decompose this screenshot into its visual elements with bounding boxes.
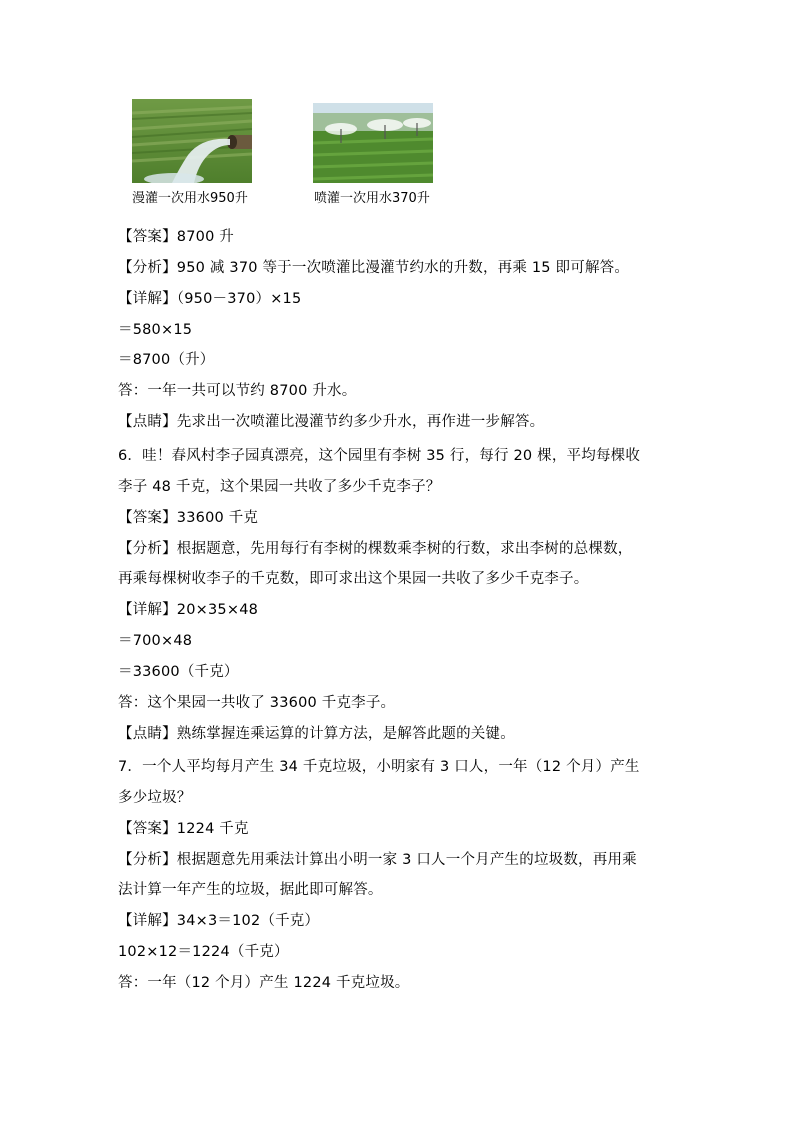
reply-line-q7: 答：一年（12 个月）产生 1224 千克垃圾。 (118, 975, 410, 991)
question-6-line: 李子 48 千克，这个果园一共收了多少千克李子？ (118, 479, 441, 495)
tip-line-q6: 【点睛】熟练掌握连乘运算的计算方法，是解答此题的关键。 (118, 726, 515, 742)
detail-line-q6: 【详解】20×35×48 (118, 602, 259, 618)
calc-step-line: 102×12＝1224（千克） (118, 944, 289, 960)
reply-line-q5: 答：一年一共可以节约 8700 升水。 (118, 383, 357, 399)
sprinkler-irrigation-caption: 喷灌一次用水370升 (314, 191, 430, 206)
calc-step-line: ＝33600（千克） (118, 664, 239, 680)
analysis-line-q6: 再乘每棵树收李子的千克数，即可求出这个果园一共收了多少千克李子。 (118, 571, 589, 587)
answer-line-q7: 【答案】1224 千克 (118, 821, 249, 837)
calc-step-line: ＝580×15 (118, 322, 193, 338)
flood-irrigation-caption: 漫灌一次用水950升 (132, 191, 248, 206)
question-6-line: 6．哇！春风村李子园真漂亮，这个园里有李树 35 行，每行 20 棵，平均每棵收 (118, 448, 641, 464)
analysis-line-q5: 【分析】950 减 370 等于一次喷灌比漫灌节约水的升数，再乘 15 即可解答。 (118, 260, 630, 276)
detail-line-q5: 【详解】（950－370）×15 (118, 291, 302, 307)
answer-line-q6: 【答案】33600 千克 (118, 510, 259, 526)
analysis-line-q7: 【分析】根据题意先用乘法计算出小明一家 3 口人一个月产生的垃圾数，再用乘 (118, 852, 637, 868)
calc-step-line: ＝8700（升） (118, 352, 215, 368)
analysis-line-q6: 【分析】根据题意，先用每行有李树的棵数乘李树的行数，求出李树的总棵数， (118, 541, 633, 557)
calc-step-line: ＝700×48 (118, 633, 193, 649)
question-7-line: 多少垃圾？ (118, 790, 192, 806)
analysis-line-q7: 法计算一年产生的垃圾，据此即可解答。 (118, 882, 383, 898)
sprinkler-irrigation-photo (313, 103, 433, 183)
tip-line-q5: 【点睛】先求出一次喷灌比漫灌节约多少升水，再作进一步解答。 (118, 414, 545, 430)
detail-line-q7: 【详解】34×3＝102（千克） (118, 913, 320, 929)
flood-irrigation-photo (132, 99, 252, 183)
answer-line-q5: 【答案】8700 升 (118, 229, 235, 245)
reply-line-q6: 答：这个果园一共收了 33600 千克李子。 (118, 695, 396, 711)
question-7-line: 7．一个人平均每月产生 34 千克垃圾，小明家有 3 口人，一年（12 个月）产生 (118, 759, 640, 775)
